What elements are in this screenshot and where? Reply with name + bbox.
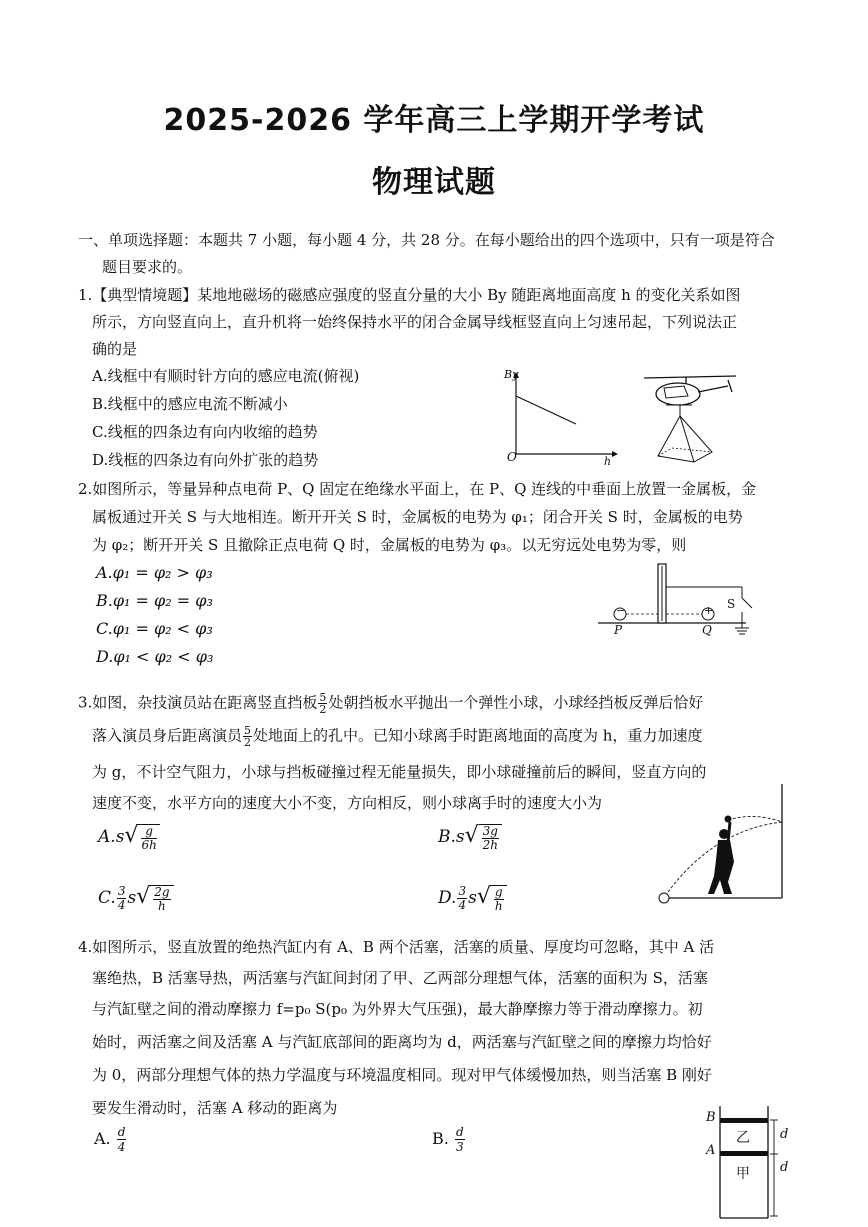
option-label: D. <box>438 888 457 908</box>
q2-label-q: Q <box>702 623 712 637</box>
frac-den: 4 <box>458 898 467 912</box>
q3-stem-line1-a: 3.如图，杂技演员站在距离竖直挡板 <box>78 693 318 712</box>
frac-num: g <box>141 825 156 839</box>
option-label: B. <box>438 827 456 847</box>
frac-den: 2 <box>244 736 252 749</box>
q2-label-p: P <box>614 623 623 637</box>
q4-stem-line4: 始时，两活塞之间及活塞 A 与汽缸底部间的距离均为 d，两活塞与汽缸壁之间的摩擦力均恰好 <box>92 1033 712 1051</box>
q1-graph-xlabel: h <box>604 455 612 468</box>
q1-option-a: A.线框中有顺时针方向的感应电流(俯视) <box>92 367 360 385</box>
q3-option-d: D. $\frac{3}{4}$ s√ $\frac{g}{h}$ <box>438 884 507 913</box>
q3-stem-line2-a: 落入演员身后距离演员 <box>92 726 243 745</box>
frac-den: h <box>158 898 166 913</box>
helicopter-icon <box>640 372 740 464</box>
q3-fraction-2 <box>243 725 252 748</box>
q1-graph-origin: O <box>507 450 517 464</box>
q2-stem-line1: 2.如图所示，等量异种点电荷 P、Q 固定在绝缘水平面上，在 P、Q 连线的中垂面上放置一金属板，金 <box>78 480 757 498</box>
frac-den: 4 <box>117 1140 126 1154</box>
section-instruction-line2: 题目要求的。 <box>102 258 193 276</box>
q2-stem-line3: 为 φ₂；断开开关 S 且撤除正点电荷 Q 时，金属板的电势为 φ₃。以无穷远处电势为零，则 <box>92 536 687 554</box>
q4-stem-line3: 与汽缸壁之间的滑动摩擦力 f=p₀ S(p₀ 为外界大气压强)，最大静摩擦力等于滑动摩擦力。初 <box>92 1000 703 1018</box>
q4-gas-upper-label: 乙 <box>736 1130 750 1146</box>
frac-den: 3 <box>455 1140 464 1154</box>
q3-option-c: C. $\frac{3}{4}$ s√ $\frac{2g}{h}$ <box>98 884 174 913</box>
frac-num: d <box>455 1125 464 1139</box>
q3-stem-line4: 速度不变，水平方向的速度大小不变，方向相反，则小球离手时的速度大小为 <box>92 794 603 812</box>
q4-label-piston-a: A <box>706 1143 716 1158</box>
q4-label-piston-b: B <box>706 1110 716 1125</box>
q4-option-a <box>94 1125 127 1154</box>
q1-option-d: D.线框的四条边有向外扩张的趋势 <box>92 451 319 469</box>
coef: s <box>468 888 477 908</box>
q4-gas-lower-label: 甲 <box>736 1166 750 1182</box>
option-label: A. <box>98 827 116 847</box>
q2-option-b: B.φ₁ = φ₂ = φ₃ <box>96 591 213 610</box>
frac-den: 6h <box>141 837 157 852</box>
q2-negative-charge-symbol: − <box>616 604 626 617</box>
coef: s <box>127 888 137 908</box>
q4-stem-line2: 塞绝热，B 活塞导热，两活塞与汽缸间封闭了甲、乙两部分理想气体，活塞的面积为 S，活塞 <box>92 969 708 987</box>
q1-option-c: C.线框的四条边有向内收缩的趋势 <box>92 423 318 441</box>
option-label: C. <box>98 888 116 908</box>
frac-num: 3 <box>458 884 467 898</box>
frac-num: g <box>494 884 503 899</box>
q2-option-a: A.φ₁ = φ₂ > φ₃ <box>96 563 213 582</box>
q2-option-d: D.φ₁ < φ₂ < φ₃ <box>96 647 214 666</box>
frac-den: 2 <box>319 703 327 716</box>
frac-num: 5 <box>244 724 252 737</box>
option-label: A. <box>94 1129 111 1148</box>
q3-option-a: A.s√ $\frac{g}{6h}$ <box>98 823 160 852</box>
q2-switch-label: S <box>727 597 736 611</box>
q1-option-b: B.线框中的感应电流不断减小 <box>92 395 288 413</box>
q4-stem-line1: 4.如图所示，竖直放置的绝热汽缸内有 A、B 两个活塞，活塞的质量、厚度均可忽略，其中 A 活 <box>78 938 715 956</box>
q3-stem-line2 <box>92 725 702 748</box>
q4-option-b <box>432 1125 466 1154</box>
q1-stem-line1: 1.【典型情境题】某地地磁场的磁感应强度的竖直分量的大小 By 随距离地面高度 h 的变化关系如图 <box>78 286 741 304</box>
coef: s <box>115 827 125 847</box>
q2-stem-line2: 属板通过开关 S 与大地相连。断开开关 S 时，金属板的电势为 φ₁；闭合开关 S 时，金属板的电势 <box>92 508 743 526</box>
frac-num: 3g <box>482 823 498 838</box>
frac-den: 2h <box>482 837 499 852</box>
frac-num: d <box>117 1125 126 1139</box>
q3-stem-line2-b: 处地面上的孔中。已知小球离手时距离地面的高度为 h，重力加速度 <box>253 726 703 745</box>
frac-num: 2g <box>154 884 170 899</box>
q1-stem-line3: 确的是 <box>92 340 138 358</box>
exam-subtitle: 物理试题 <box>372 165 496 200</box>
option-label: B. <box>432 1129 449 1148</box>
q3-stem-line1 <box>78 692 703 715</box>
q4-stem-line6: 要发生滑动时，活塞 A 移动的距离为 <box>92 1099 338 1117</box>
q1-stem-line2: 所示，方向竖直向上，直升机将一始终保持水平的闭合金属导线框竖直向上匀速吊起，下列说法正 <box>92 313 738 331</box>
q3-stem-line3: 为 g，不计空气阻力，小球与挡板碰撞过程无能量损失，即小球碰撞前后的瞬间，竖直方向的 <box>92 763 707 781</box>
q3-option-b: B.s√ $\frac{3g}{2h}$ <box>438 823 502 852</box>
frac-num: 5 <box>319 691 327 704</box>
q2-option-c: C.φ₁ = φ₂ < φ₃ <box>96 619 213 638</box>
q1-graph-ylabel: By <box>504 368 519 381</box>
q3-fraction-1 <box>318 692 327 715</box>
exam-title: 2025-2026 学年高三上学期开学考试 <box>163 103 705 138</box>
coef: s <box>455 827 465 847</box>
q3-stem-line1-b: 处朝挡板水平抛出一个弹性小球，小球经挡板反弹后恰好 <box>328 693 704 712</box>
frac-num: 3 <box>117 884 126 898</box>
q2-positive-charge-symbol: + <box>704 604 714 617</box>
acrobat-ball-figure <box>654 782 790 906</box>
q4-distance-label-upper: d <box>780 1127 789 1142</box>
frac-den: 4 <box>117 898 126 912</box>
frac-den: h <box>494 898 503 913</box>
q1-by-h-graph <box>500 368 620 468</box>
q4-stem-line5: 为 0，两部分理想气体的热力学温度与环境温度相同。现对甲气体缓慢加热，则当活塞 B 刚好 <box>92 1066 712 1084</box>
q4-distance-label-lower: d <box>780 1160 789 1175</box>
section-instruction-line1: 一、单项选择题：本题共 7 小题，每小题 4 分，共 28 分。在每小题给出的四个选项中，只有一项是符合 <box>78 231 775 249</box>
